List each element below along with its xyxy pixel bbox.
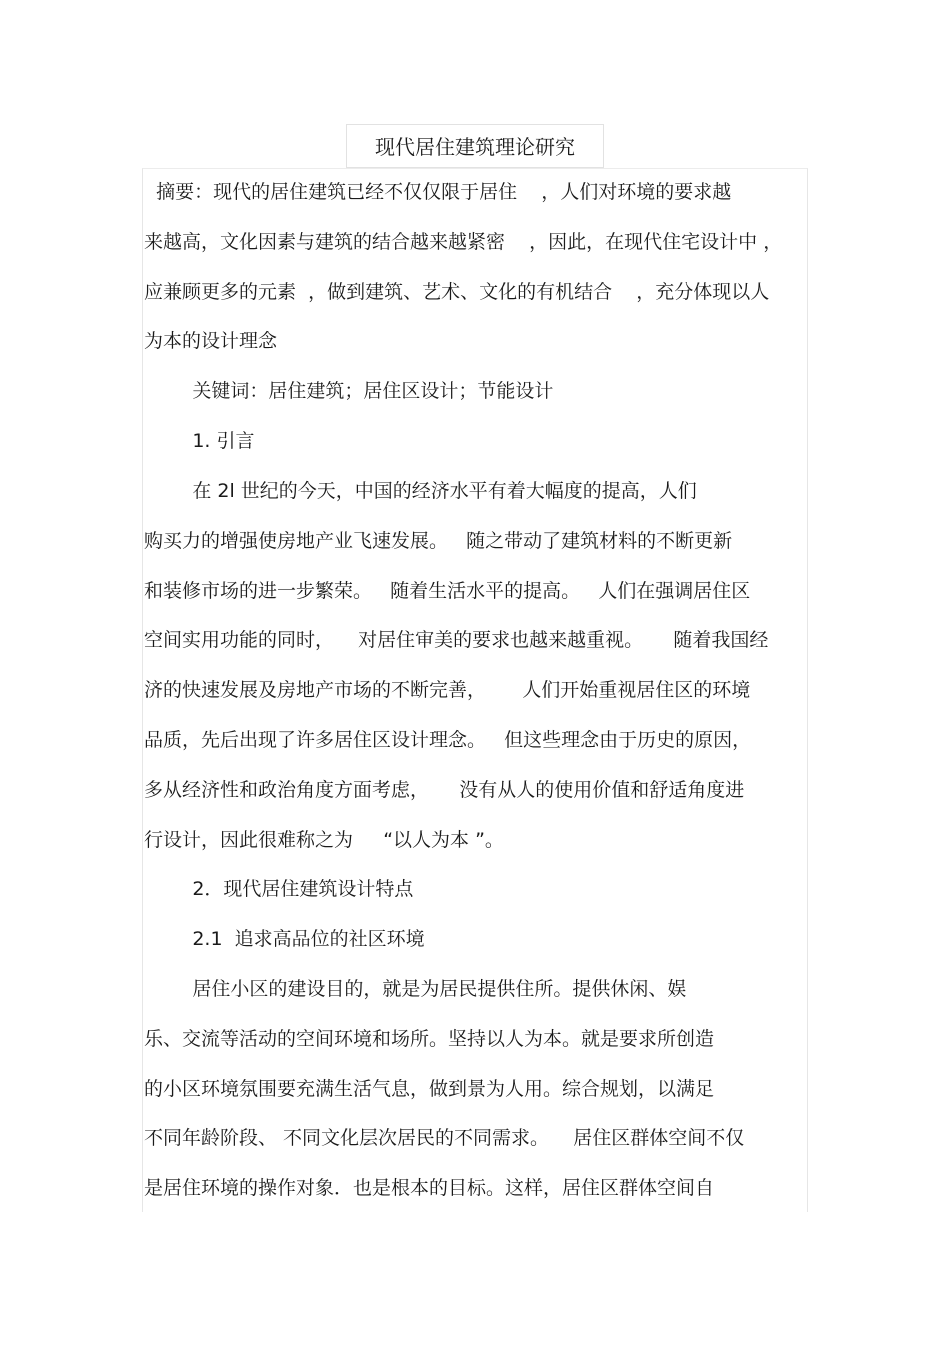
text-line: 济的快速发展及房地产市场的不断完善， 人们开始重视居住区的环境 <box>144 679 751 701</box>
text-line: 摘要：现代的居住建筑已经不仅仅限于居住 ，人们对环境的要求越 <box>144 181 732 203</box>
text-line: 在 2l 世纪的今天，中国的经济水平有着大幅度的提高，人们 <box>144 480 697 502</box>
text-line: 空间实用功能的同时， 对居住审美的要求也越来越重视。 随着我国经 <box>144 629 769 651</box>
text-line: 多从经济性和政治角度方面考虑， 没有从人的使用价值和舒适角度进 <box>144 779 745 801</box>
text-line: 2.1 追求高品位的社区环境 <box>144 928 425 950</box>
text-line: 是居住环境的操作对象．也是根本的目标。这样，居住区群体空间自 <box>144 1177 715 1199</box>
text-line: 行设计，因此很难称之为 “以人为本 ”。 <box>144 829 504 851</box>
title-box <box>346 124 604 168</box>
text-line: 的小区环境氛围要充满生活气息，做到景为人用。综合规划，以满足 <box>144 1078 715 1100</box>
text-line: 购买力的增强使房地产业飞速发展。 随之带动了建筑材料的不断更新 <box>144 530 733 552</box>
text-line: 品质，先后出现了许多居住区设计理念。 但这些理念由于历史的原因， <box>144 729 752 751</box>
text-line: 关键词：居住建筑；居住区设计；节能设计 <box>144 380 554 402</box>
text-line: 不同年龄阶段、 不同文化层次居民的不同需求。 居住区群体空间不仅 <box>144 1127 745 1149</box>
text-line: 1. 引言 <box>144 430 255 452</box>
text-line: 为本的设计理念 <box>144 330 278 352</box>
document-title: 现代居住建筑理论研究 <box>375 135 575 159</box>
text-line: 乐、交流等活动的空间环境和场所。坚持以人为本。就是要求所创造 <box>144 1028 715 1050</box>
text-line: 和装修市场的进一步繁荣。 随着生活水平的提高。 人们在强调居住区 <box>144 580 751 602</box>
text-line: 2．现代居住建筑设计特点 <box>144 878 414 900</box>
text-line: 居住小区的建设目的，就是为居民提供住所。提供休闲、娱 <box>144 978 687 1000</box>
text-line: 来越高，文化因素与建筑的结合越来越紧密 ，因此，在现代住宅设计中 ， <box>144 231 783 253</box>
text-line: 应兼顾更多的元素 ，做到建筑、艺术、文化的有机结合 ，充分体现以人 <box>144 281 770 303</box>
